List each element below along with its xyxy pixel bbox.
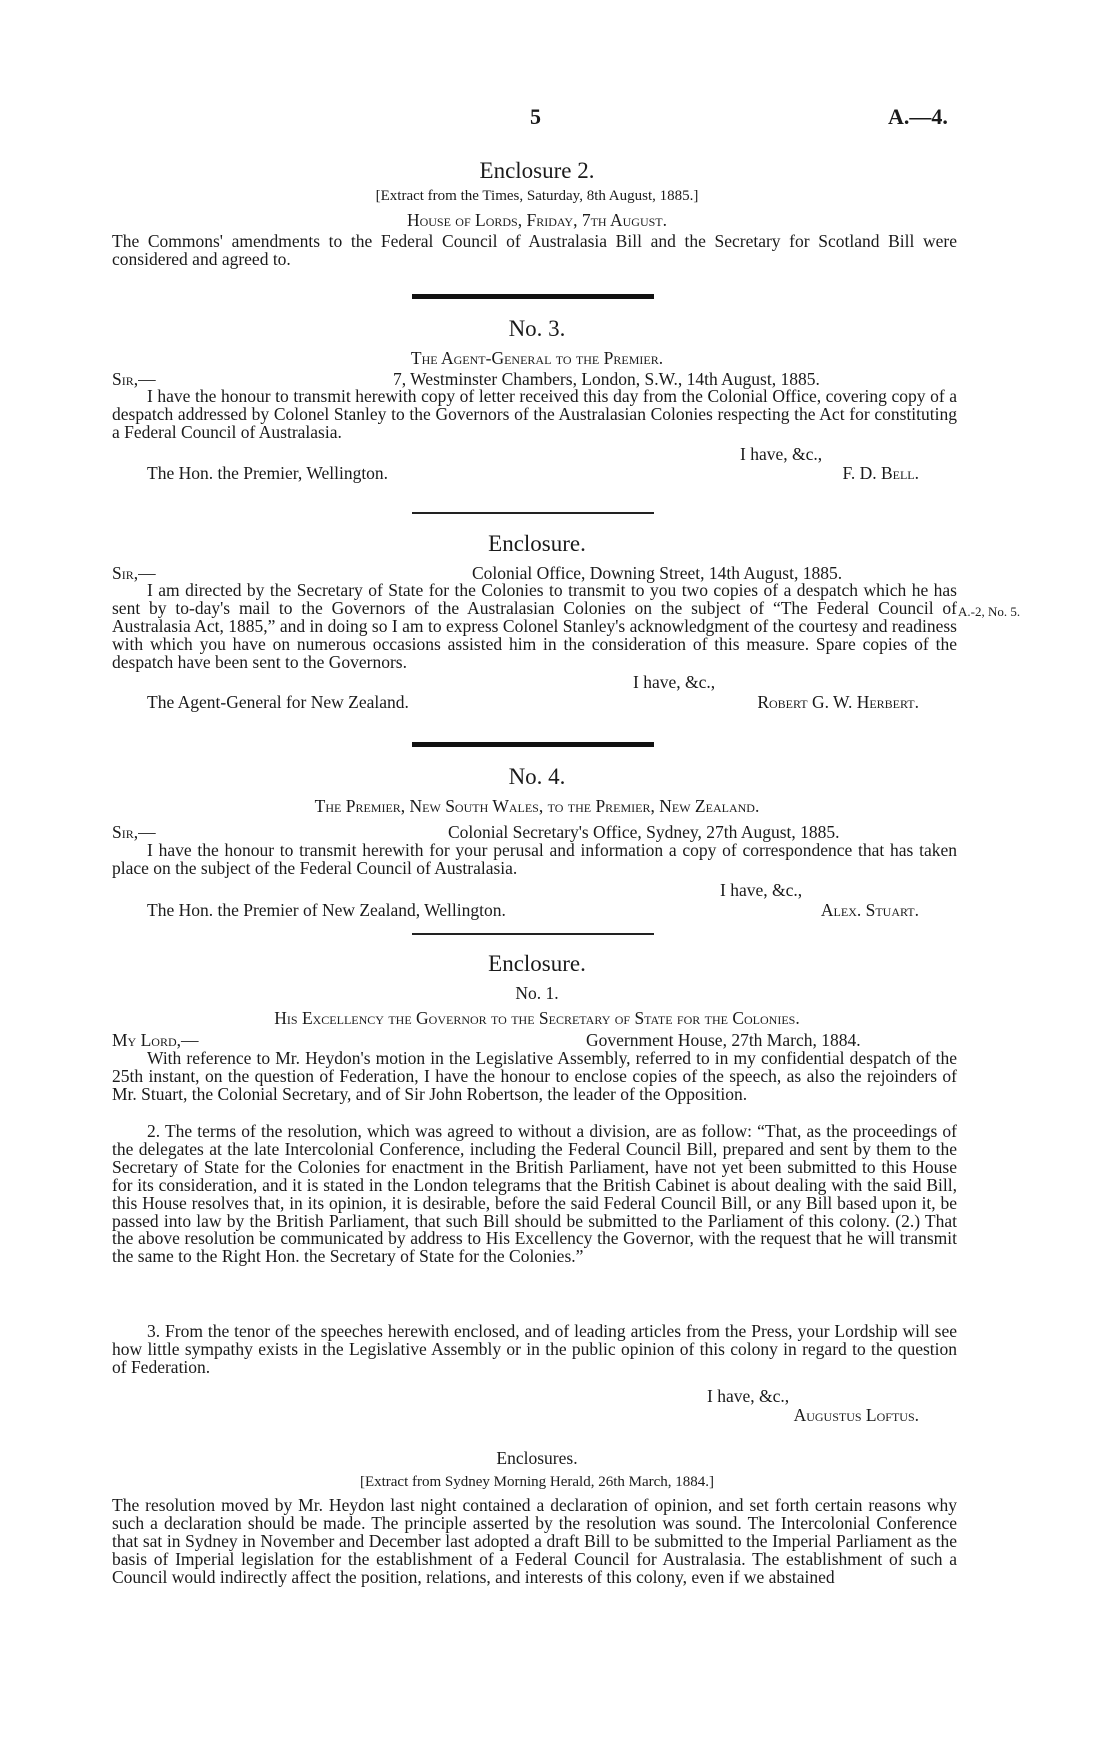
- no4-closing: I have, &c.,: [720, 880, 803, 900]
- no3-subtitle: The Agent-General to the Premier.: [410, 348, 664, 368]
- enc-no4-para2-text: 2. The terms of the resolution, which was agreed to without a division, are as follow: “That, as the proceedings of the delegates at the late Intercolonial Conference, including the Federal Council Bill, prepared and sent by them to the Secretary of State for the Colonies for enactment in the British Parliament, have not yet been submitted to this House for its consideration, and it is stated in the London telegrams that the British Cabinet is about dealing with the said Bill, this House resolves that, in its opinion, it is desirable, before the said Federal Council Bill, or any Bill based upon it, be passed into law by the British Parliament, that such Bill should be submitted to the Parliament of this colony. (2.) That the above resolution be communicated by address to His Excellency the Governor, with the request that he will transmit the same to the Right Hon. the Secretary of State for the Colonies.”: [112, 1121, 957, 1267]
- no3-title: No. 3.: [508, 316, 566, 341]
- section-divider-thin: [412, 933, 654, 935]
- enc-no3-signature: Robert G. W. Herbert.: [757, 692, 919, 712]
- enc-no3-closing: I have, &c.,: [633, 672, 716, 692]
- enc-no4-subtitle: His Excellency the Governor to the Secretary of State for the Colonies.: [274, 1008, 800, 1028]
- section-divider: [412, 294, 654, 299]
- enc-no4-number: No. 1.: [515, 983, 559, 1003]
- enc-no3-margin-note: A.-2, No. 5.: [958, 604, 1021, 619]
- enc-no4-title: Enclosure.: [488, 951, 586, 976]
- section-divider-thin: [412, 512, 654, 514]
- enclosure-2-title: Enclosure 2.: [479, 158, 595, 183]
- enc-no4-para1: [112, 1050, 957, 1104]
- enc-no4-para3-text: 3. From the tenor of the speeches herewith enclosed, and of leading articles from the Press, your Lordship will see how little sympathy exists in the Legislative Assembly or in the public opinion of this colony in regard to the question of Federation.: [112, 1321, 957, 1377]
- enc-no3-salutation: Sir,—: [112, 563, 156, 583]
- enc-no4-para2: [112, 1123, 957, 1266]
- page-number: 5: [530, 104, 541, 129]
- no4-subtitle: The Premier, New South Wales, to the Premier, New Zealand.: [314, 796, 760, 816]
- enclosure-2-house: House of Lords, Friday, 7th August.: [406, 210, 668, 230]
- enc-no4-signature: Augustus Loftus.: [793, 1405, 919, 1425]
- enc-no3-body: [112, 582, 957, 672]
- no4-title: No. 4.: [508, 764, 566, 789]
- no3-closing: I have, &c.,: [740, 444, 823, 464]
- no4-body-text: I have the honour to transmit herewith for your perusal and information a copy of correspondence that has taken place on the subject of the Federal Council of Australasia.: [112, 840, 957, 878]
- enclosures-extract: [Extract from Sydney Morning Herald, 26th March, 1884.]: [359, 1474, 715, 1490]
- enc-no3-body-text: I am directed by the Secretary of State for the Colonies to transmit to you two copies of a despatch which he has sent by to-day's mail to the Governors of the Australasian Colonies on the subject of “The Federal Council of Australasia Act, 1885,” and in doing so I am to express Colonel Stanley's acknowledgment of the courtesy and readiness with which you have on numerous occasions assisted him in the consideration of this measure. Spare copies of the despatch have been sent to the Governors.: [112, 580, 957, 672]
- no4-recipient: The Hon. the Premier of New Zealand, Wellington.: [147, 900, 506, 920]
- no3-recipient: The Hon. the Premier, Wellington.: [147, 463, 389, 483]
- enc-no4-para3: [112, 1323, 957, 1377]
- no3-signature: F. D. Bell.: [842, 463, 919, 483]
- no4-body: [112, 842, 957, 878]
- document-code: A.—4.: [888, 104, 948, 129]
- enc-no4-para1-text: With reference to Mr. Heydon's motion in the Legislative Assembly, referred to in my confidential despatch of the 25th instant, on the question of Federation, I have the honour to enclose copies of the speech, as also the rejoinders of Mr. Stuart, the Colonial Secretary, and of Sir John Robertson, the leader of the Opposition.: [112, 1048, 957, 1104]
- enc-no3-address: Colonial Office, Downing Street, 14th August, 1885.: [472, 563, 843, 583]
- enc-no4-address: Government House, 27th March, 1884.: [586, 1030, 861, 1050]
- enclosure-2-text: The Commons' amendments to the Federal Council of Australasia Bill and the Secretary for Scotland Bill were considered and agreed to.: [112, 231, 957, 269]
- enclosures-title: Enclosures.: [496, 1448, 578, 1468]
- enclosures-body: The resolution moved by Mr. Heydon last night contained a declaration of opinion, and set forth certain reasons why such a declaration should be made. The principle asserted by the resolution was sound. The Intercolonial Conference that sat in Sydney in November and December last adopted a draft Bill to be submitted to the Imperial Parliament as the basis of Imperial legislation for the establishment of a Federal Council for Australasia. The establishment of such a Council would indirectly affect the position, relations, and interests of this colony, even if we abstained: [112, 1495, 957, 1587]
- enc-no3-title: Enclosure.: [488, 531, 586, 556]
- enclosure-2-extract: [Extract from the Times, Saturday, 8th August, 1885.]: [375, 188, 699, 204]
- enc-no3-recipient: The Agent-General for New Zealand.: [147, 692, 409, 712]
- no3-body-text: I have the honour to transmit herewith copy of letter received this day from the Colonial Office, covering copy of a despatch addressed by Colonel Stanley to the Governors of the Australasian Colonies respecting the Act for constituting a Federal Council of Australasia.: [112, 386, 957, 442]
- section-divider: [412, 742, 654, 747]
- no3-body: [112, 388, 957, 442]
- no4-address: Colonial Secretary's Office, Sydney, 27th August, 1885.: [448, 822, 840, 842]
- enc-no4-closing: I have, &c.,: [707, 1386, 790, 1406]
- enc-no4-salutation: My Lord,—: [112, 1030, 199, 1050]
- no4-salutation: Sir,—: [112, 822, 156, 842]
- no3-salutation: Sir,—: [112, 369, 156, 389]
- no3-address: 7, Westminster Chambers, London, S.W., 14th August, 1885.: [393, 369, 820, 389]
- no4-signature: Alex. Stuart.: [820, 900, 919, 920]
